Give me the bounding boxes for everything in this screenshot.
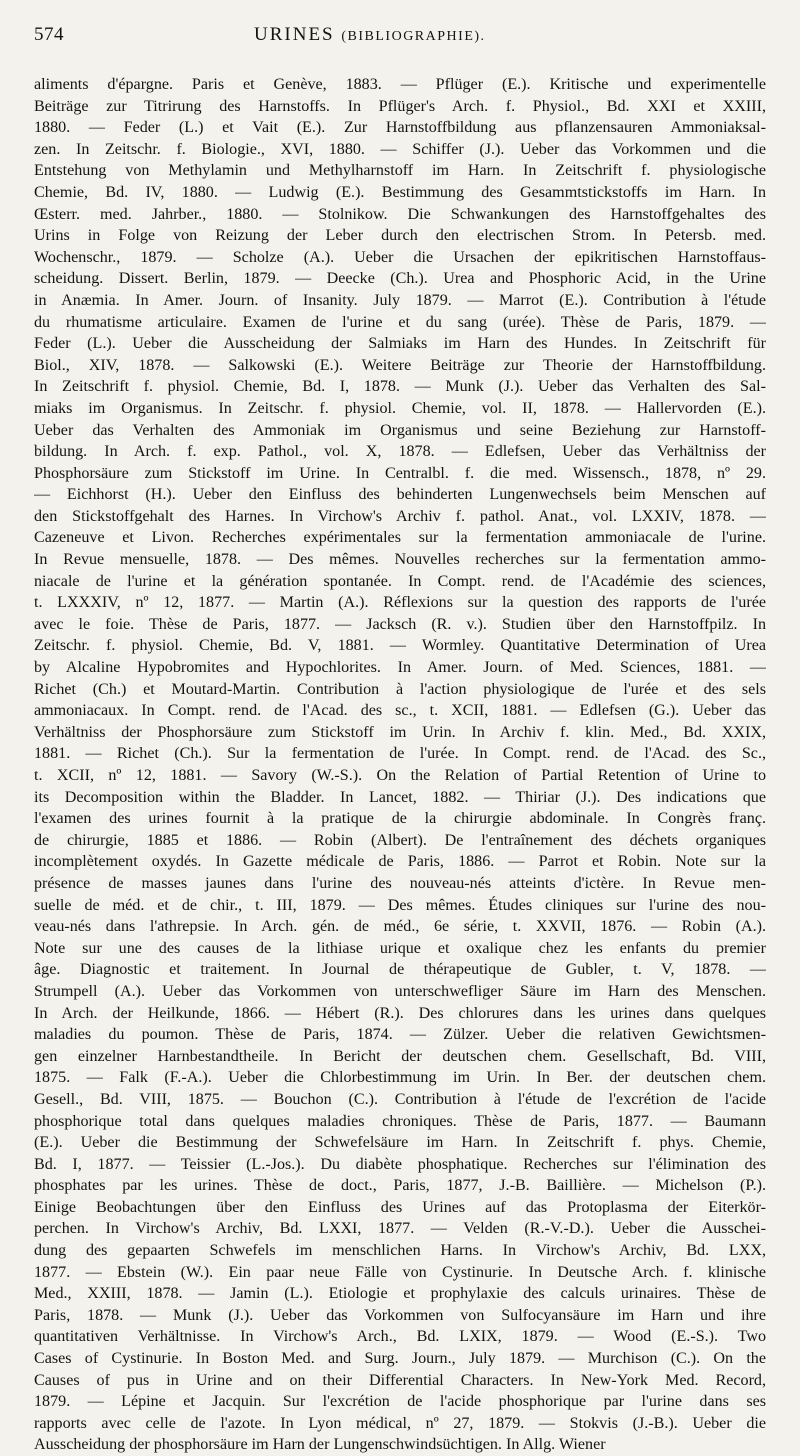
text-line: de chirurgie, 1885 et 1886. — Robin (Albert). De l'entraînement des déchets organiques <box>34 831 766 849</box>
text-line: t. XCII, nº 12, 1881. — Savory (W.-S.). On the Relation of Partial Retention of Urine to <box>34 767 766 784</box>
text-line: Bd. I, 1877. — Teissier (L.-Jos.). Du diabète phosphatique. Recherches sur l'élimination des <box>34 1155 766 1173</box>
text-line: Beiträge zur Titrirung des Harnstoffs. In Pflüger's Arch. f. Physiol., Bd. XXI et XXIII, <box>34 97 766 115</box>
text-line: Chemie, Bd. IV, 1880. — Ludwig (E.). Bestimmung des Gesammtstickstoffs im Harn. In <box>34 183 766 201</box>
text-line: t. LXXXIV, nº 12, 1877. — Martin (A.). Réflexions sur la question des rapports de l'urée <box>34 594 766 612</box>
text-line: Biol., XIV, 1878. — Salkowski (E.). Weitere Beiträge zur Theorie der Harnstoffbildung. <box>34 356 766 374</box>
text-line: avec le foie. Thèse de Paris, 1877. — Jacksch (R. v.). Studien über den Harnstoffpilz. In <box>34 615 766 633</box>
text-line: présence de masses jaunes dans l'urine des nouveau-nés atteints d'ictère. In Revue men- <box>34 874 766 892</box>
text-line: Entstehung von Methylamin und Methylharnstoff im Harn. In Zeitschrift f. physiologische <box>34 162 766 180</box>
text-line: in Anæmia. In Amer. Journ. of Insanity. July 1879. — Marrot (E.). Contribution à l'étude <box>34 291 766 309</box>
text-line: In Zeitschrift f. physiol. Chemie, Bd. I, 1878. — Munk (J.). Ueber das Verhalten des Sal- <box>34 378 766 396</box>
text-line: Note sur une des causes de la lithiase urique et oxalique chez les enfants du premier <box>34 939 766 957</box>
running-title-main: URINES <box>254 24 335 45</box>
running-title <box>254 24 486 46</box>
text-line: Phosphorsäure zum Stickstoff im Urine. In Centralbl. f. die med. Wissensch., 1878, nº 29. <box>34 464 766 482</box>
text-line: scheidung. Dissert. Berlin, 1879. — Deecke (Ch.). Urea and Phosphoric Acid, in the Urine <box>34 270 766 288</box>
text-line: l'examen des urines fournit à la pratique de la chirurgie abdominale. In Congrès franç. <box>34 810 766 828</box>
running-header <box>34 24 766 64</box>
text-line: Paris, 1878. — Munk (J.). Ueber das Vorkommen von Sulfocyansäure im Harn und ihre <box>34 1306 766 1324</box>
text-line: Cases of Cystinurie. In Boston Med. and Surg. Journ., July 1879. — Murchison (C.). On the <box>34 1350 766 1368</box>
text-line: gen einzelner Harnbestandtheile. In Bericht der deutschen chem. Gesellschaft, Bd. VIII, <box>34 1047 766 1065</box>
text-line: suelle de méd. et de chir., t. III, 1879. — Des mêmes. Études cliniques sur l'urine des nou- <box>34 896 766 914</box>
text-line: du rhumatisme articulaire. Examen de l'urine et du sang (urée). Thèse de Paris, 1879. — <box>34 313 766 331</box>
text-line: In Arch. der Heilkunde, 1866. — Hébert (R.). Des chlorures dans les urines dans quelques <box>34 1004 766 1022</box>
text-line: by Alcaline Hypobromites and Hypochlorites. In Amer. Journ. of Med. Sciences, 1881. — <box>34 659 766 677</box>
bibliography-text <box>34 74 766 1456</box>
text-line: Urins in Folge von Reizung der Leber durch den electrischen Strom. In Petersb. med. <box>34 227 766 245</box>
text-line: Einige Beobachtungen über den Einfluss des Urines auf das Protoplasma der Eiterkör- <box>34 1198 766 1216</box>
text-line: Zeitschr. f. physiol. Chemie, Bd. V, 1881. — Wormley. Quantitative Determination of Urea <box>34 637 766 655</box>
text-line: 1875. — Falk (F.-A.). Ueber die Chlorbestimmung im Urin. In Ber. der deutschen chem. <box>34 1069 766 1087</box>
text-line: âge. Diagnostic et traitement. In Journal de thérapeutique de Gubler, t. V, 1878. — <box>34 961 766 979</box>
text-line: phosphates par les urines. Thèse de doct., Paris, 1877, J.-B. Baillière. — Michelson (P.). <box>34 1177 766 1195</box>
text-line: Ueber das Verhalten des Ammoniak im Organismus und seine Beziehung zur Harnstoff- <box>34 421 766 439</box>
text-line: 1879. — Lépine et Jacquin. Sur l'excrétion de l'acide phosphorique par l'urine dans ses <box>34 1393 766 1411</box>
text-line: its Decomposition within the Bladder. In Lancet, 1882. — Thiriar (J.). Des indications que <box>34 788 766 806</box>
text-line: 1877. — Ebstein (W.). Ein paar neue Fälle von Cystinurie. In Deutsche Arch. f. klinische <box>34 1263 766 1281</box>
text-line: ammoniacaux. In Compt. rend. de l'Acad. des sc., t. XCII, 1881. — Edlefsen (G.). Ueber das <box>34 702 766 720</box>
running-title-sub: (BIBLIOGRAPHIE). <box>341 29 486 44</box>
text-line: Richet (Ch.) et Moutard-Martin. Contribution à l'action physiologique de l'urée et des sels <box>34 680 766 698</box>
text-line: quantitativen Verhältnisse. In Virchow's Arch., Bd. LXIX, 1879. — Wood (E.-S.). Two <box>34 1328 766 1346</box>
text-line: Verhältniss der Phosphorsäure zum Stickstoff im Urin. In Archiv f. klin. Med., Bd. XXIX, <box>34 723 766 741</box>
text-line: den Stickstoffgehalt des Harnes. In Virchow's Archiv f. pathol. Anat., vol. LXXIV, 1878. — <box>34 507 766 525</box>
text-line: Gesell., Bd. VIII, 1875. — Bouchon (C.). Contribution à l'étude de l'excrétion de l'acide <box>34 1090 766 1108</box>
text-line: Wochenschr., 1879. — Scholze (A.). Ueber die Ursachen der epikritischen Harnstoffaus- <box>34 248 766 266</box>
text-line: phosphorique total dans quelques maladies chroniques. Thèse de Paris, 1877. — Baumann <box>34 1112 766 1130</box>
text-line: niacale de l'urine et la génération spontanée. In Compt. rend. de l'Académie des sciences, <box>34 572 766 590</box>
text-line: Feder (L.). Ueber die Ausscheidung der Salmiaks im Harn des Hundes. In Zeitschrift für <box>34 335 766 353</box>
text-line: Œsterr. med. Jahrber., 1880. — Stolnikow. Die Schwankungen des Harnstoffgehaltes des <box>34 205 766 223</box>
text-line: incomplètement oxydés. In Gazette médicale de Paris, 1886. — Parrot et Robin. Note sur la <box>34 853 766 871</box>
text-line: dung des gepaarten Schwefels im menschlichen Harns. In Virchow's Archiv, Bd. LXX, <box>34 1242 766 1260</box>
text-line: Causes of pus in Urine and on their Differential Characters. In New-York Med. Record, <box>34 1371 766 1389</box>
text-line: Med., XXIII, 1878. — Jamin (L.). Etiologie et prophylaxie des calculs urinaires. Thèse de <box>34 1285 766 1303</box>
text-line: perchen. In Virchow's Archiv, Bd. LXXI, 1877. — Velden (R.-V.-D.). Ueber die Ausschei- <box>34 1220 766 1238</box>
text-line: aliments d'épargne. Paris et Genève, 1883. — Pflüger (E.). Kritische und experimentelle <box>34 76 766 93</box>
text-line: (E.). Ueber die Bestimmung der Schwefelsäure im Harn. In Zeitschrift f. phys. Chemie, <box>34 1134 766 1152</box>
page-number: 574 <box>34 24 64 45</box>
text-line: maladies du poumon. Thèse de Paris, 1874. — Zülzer. Ueber die relativen Gewichtsmen- <box>34 1026 766 1044</box>
text-line: bildung. In Arch. f. exp. Pathol., vol. X, 1878. — Edlefsen, Ueber das Verhältniss der <box>34 443 766 461</box>
text-line: In Revue mensuelle, 1878. — Des mêmes. Nouvelles recherches sur la fermentation ammo- <box>34 551 766 569</box>
text-line: veau-nés dans l'athrepsie. In Arch. gén. de méd., 6e série, t. XXVII, 1876. — Robin (A.). <box>34 918 766 936</box>
text-line: 1880. — Feder (L.) et Vait (E.). Zur Harnstoffbildung aus pflanzensauren Ammoniaksal- <box>34 119 766 137</box>
text-line: Ausscheidung der phosphorsäure im Harn der Lungenschwindsüchtigen. In Allg. Wiener <box>34 1436 606 1454</box>
text-line: Cazeneuve et Livon. Recherches expérimentales sur la fermentation ammoniacale de l'urine. <box>34 529 766 547</box>
text-line: 1881. — Richet (Ch.). Sur la fermentation de l'urée. In Compt. rend. de l'Acad. des Sc., <box>34 745 766 763</box>
text-line: Strumpell (A.). Ueber das Vorkommen von unterschwefliger Säure im Harn des Menschen. <box>34 982 766 1000</box>
text-line: rapports avec celle de l'azote. In Lyon médical, nº 27, 1879. — Stokvis (J.-B.). Ueber die <box>34 1414 766 1432</box>
text-line: miaks im Organismus. In Zeitschr. f. physiol. Chemie, vol. II, 1878. — Hallervorden (E.). <box>34 399 766 417</box>
text-line: — Eichhorst (H.). Ueber den Einfluss des behinderten Lungenwechsels beim Menschen auf <box>34 486 766 504</box>
text-line: zen. In Zeitschr. f. Biologie., XVI, 1880. — Schiffer (J.). Ueber das Vorkommen und die <box>34 140 766 158</box>
